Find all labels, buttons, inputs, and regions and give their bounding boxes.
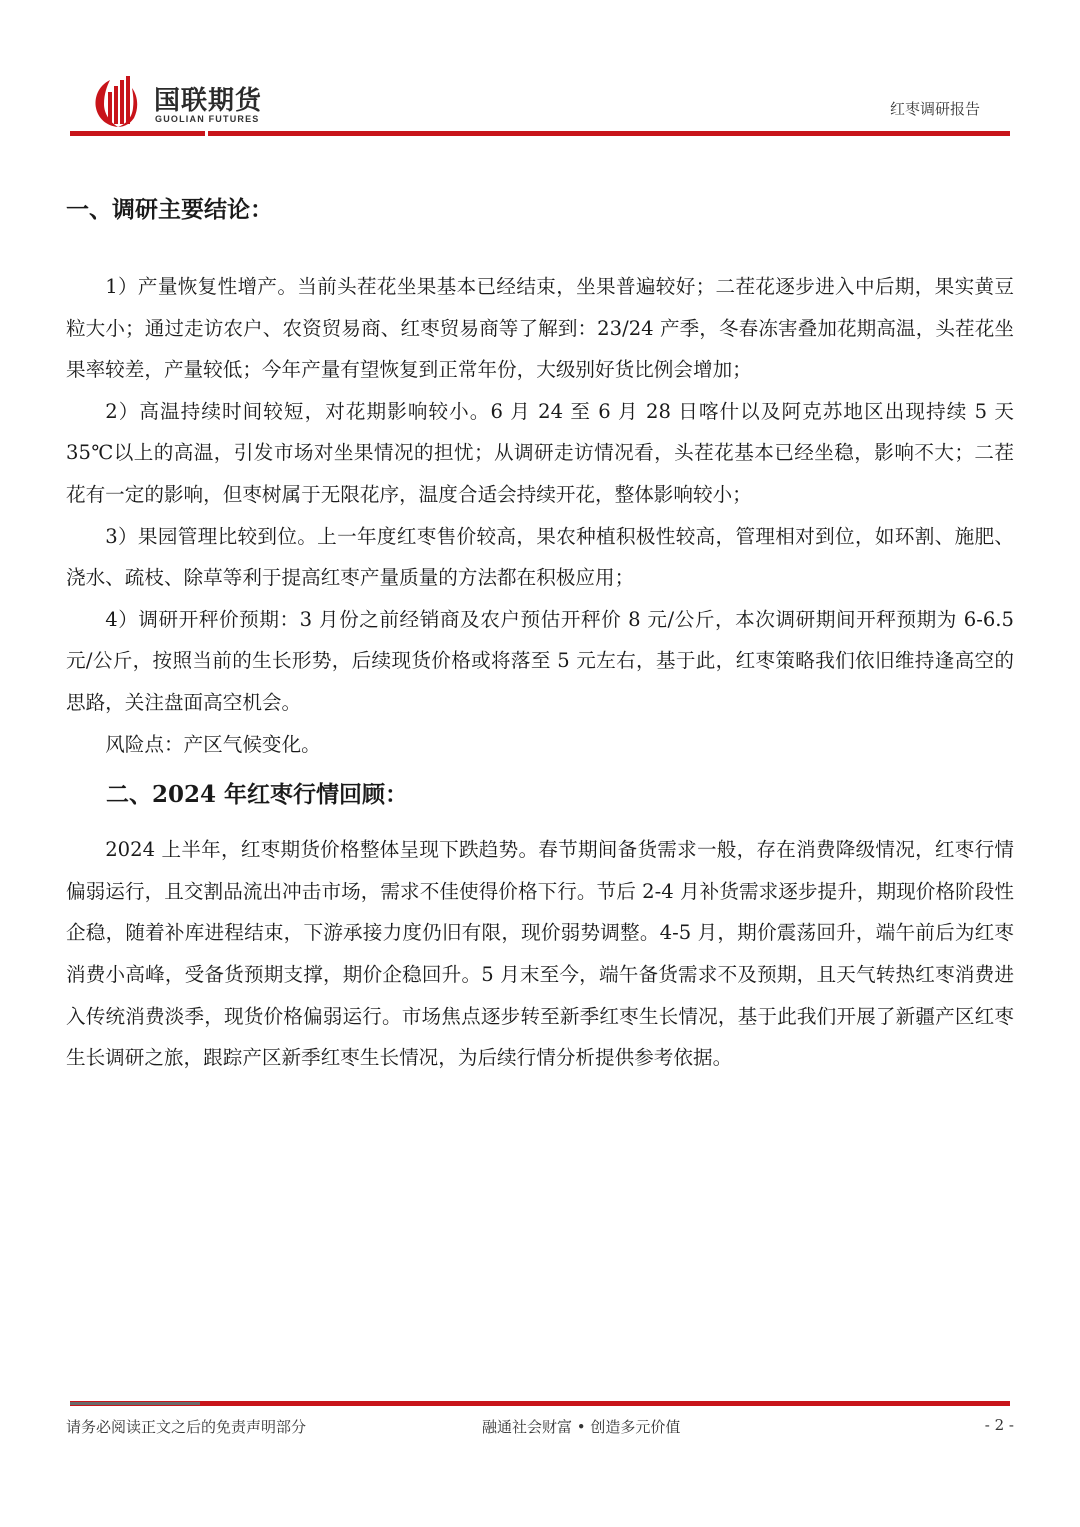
footer-slogan: 融通社会财富 • 创造多元价值	[482, 1418, 681, 1436]
footer-divider-accent	[70, 1402, 200, 1405]
conclusion-list	[66, 266, 1014, 765]
logo-english-name: GUOLIAN FUTURES	[155, 114, 260, 124]
conclusion-paragraph: 4）调研开秤价预期：3 月份之前经销商及农户预估开秤价 8 元/公斤，本次调研期间开秤预期为 6-6.5 元/公斤，按照当前的生长形势，后续现货价格或将落至 5 元左右，基于此，红枣策略我们依旧维持逢高空的思路，关注盘面高空机会。	[66, 607, 1014, 714]
conclusion-paragraph: 3）果园管理比较到位。上一年度红枣售价较高，果农种植积极性较高，管理相对到位，如环割、施肥、浇水、疏枝、除草等利于提高红枣产量质量的方法都在积极应用；	[66, 524, 1014, 590]
header-divider-gap	[205, 131, 208, 136]
footer-divider	[70, 1401, 1010, 1406]
review-paragraph: 2024 上半年，红枣期货价格整体呈现下跌趋势。春节期间备货需求一般，存在消费降级情况，红枣行情偏弱运行，且交割品流出冲击市场，需求不佳使得价格下行。节后 2-4 月补货需求逐步提升，期现价格阶段性企稳，随着补库进程结束，下游承接力度仍旧有限，现价弱势调整。4-5 月，期价震荡回升，端午前后为红枣消费小高峰，受备货预期支撑，期价企稳回升。5 月末至今，端午备货需求不及预期，且天气转热红枣消费进入传统消费淡季，现货价格偏弱运行。市场焦点逐步转至新季红枣生长情况，基于此我们开展了新疆产区红枣生长调研之旅，跟踪产区新季红枣生长情况，为后续行情分析提供参考依据。	[66, 838, 1014, 1070]
logo-chinese-name: 国联期货	[154, 86, 263, 116]
conclusion-paragraph: 2）高温持续时间较短，对花期影响较小。6 月 24 至 6 月 28 日喀什以及阿克苏地区出现持续 5 天 35℃以上的高温，引发市场对坐果情况的担忧；从调研走访情况看，头茬花基本已经坐稳，影响不大；二茬花有一定的影响，但枣树属于无限花序，温度合适会持续开花，整体影响较小；	[66, 399, 1014, 506]
company-logo-icon	[92, 74, 140, 128]
report-body	[66, 190, 1014, 1079]
footer-disclaimer: 请务必阅读正文之后的免责声明部分	[66, 1418, 307, 1436]
conclusion-paragraph: 1）产量恢复性增产。当前头茬花坐果基本已经结束，坐果普遍较好；二茬花逐步进入中后期，果实黄豆粒大小；通过走访农户、农资贸易商、红枣贸易商等了解到：23/24 产季，冬春冻害叠加花期高温，头茬花坐果率较差，产量较低；今年产量有望恢复到正常年份，大级别好货比例会增加；	[66, 275, 1014, 382]
risk-paragraph: 风险点：产区气候变化。	[105, 732, 321, 756]
section-heading-conclusions: 一、调研主要结论：	[66, 196, 273, 223]
header-divider	[70, 131, 1010, 136]
company-logo	[92, 74, 292, 130]
review-list	[66, 829, 1014, 1079]
report-title: 红枣调研报告	[889, 100, 980, 118]
section-heading-review: 二、2024 年红枣行情回顾：	[106, 781, 409, 809]
page-number: - 2 -	[984, 1416, 1014, 1434]
page-header	[0, 0, 1080, 140]
